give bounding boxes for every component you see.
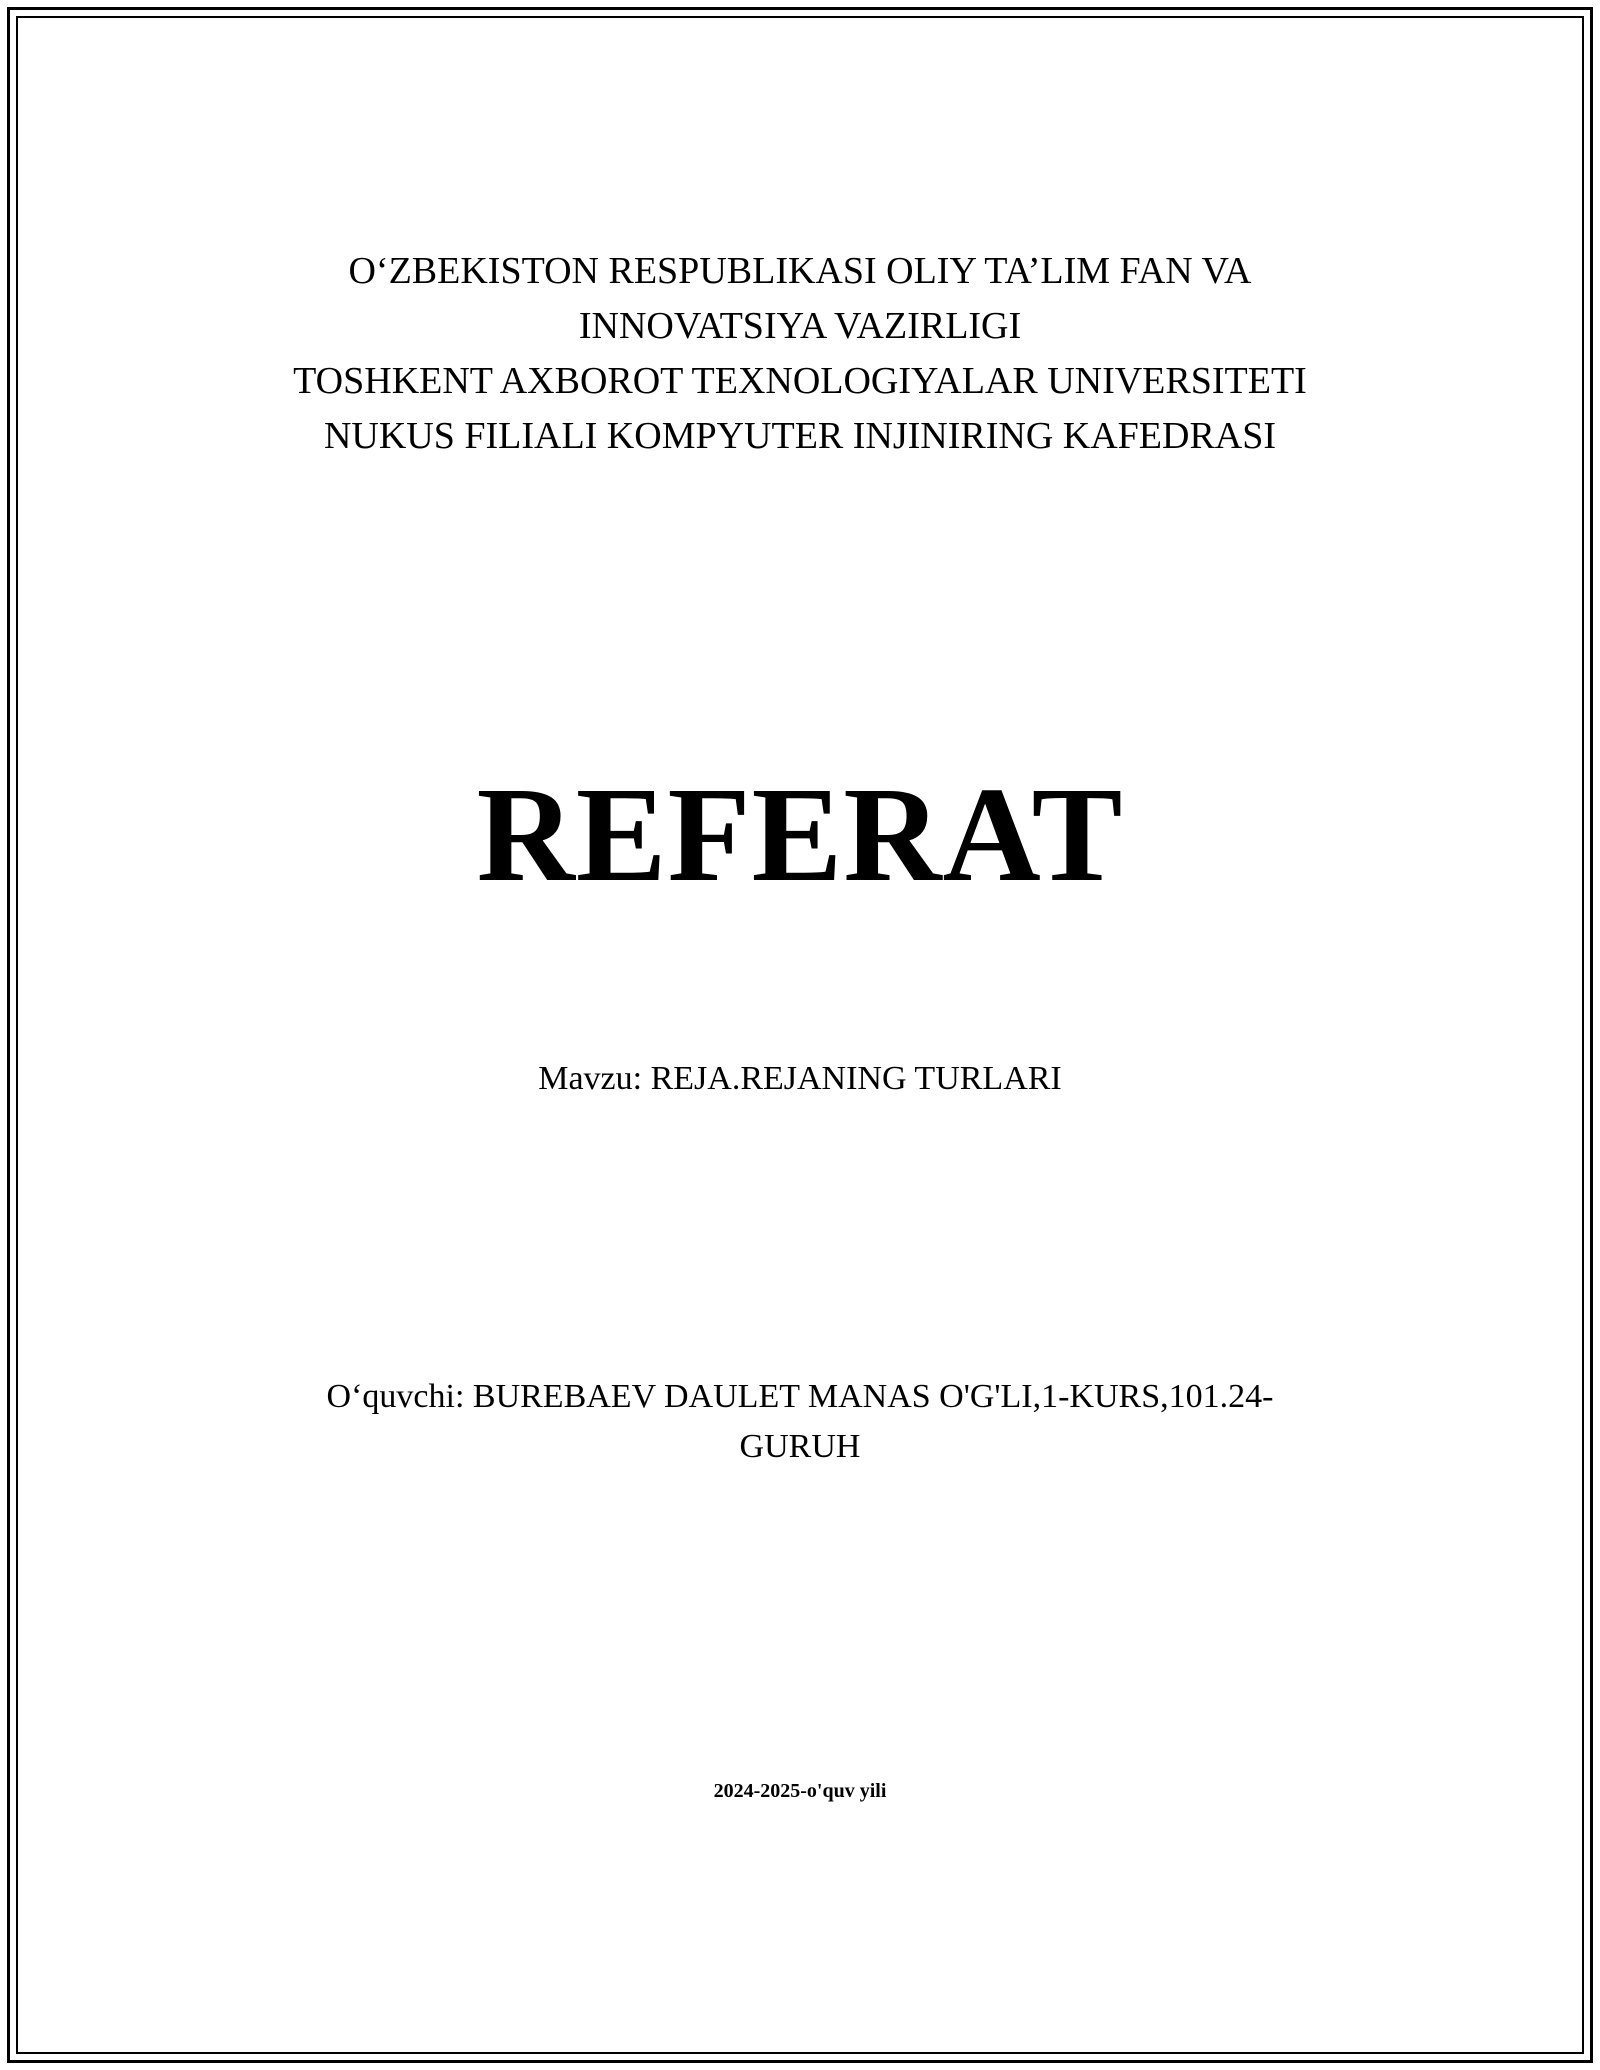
topic-line: Mavzu: REJA.REJANING TURLARI — [538, 1060, 1062, 1097]
header-line: TOSHKENT AXBOROT TEXNOLOGIYALAR UNIVERSITETI — [293, 360, 1307, 402]
institution-header — [0, 244, 1600, 464]
header-line: INNOVATSIYA VAZIRLIGI — [578, 305, 1022, 347]
student-line: O‘quvchi: BUREBAEV DAULET MANAS O'G'LI,1-KURS,101.24- — [326, 1378, 1274, 1415]
academic-year: 2024-2025-o'quv yili — [713, 1780, 887, 1802]
header-line: O‘ZBEKISTON RESPUBLIKASI OLIY TA’LIM FAN VA — [348, 250, 1252, 292]
student-info — [0, 1372, 1600, 1472]
document-title: REFERAT — [476, 760, 1124, 910]
student-line: GURUH — [739, 1428, 861, 1465]
header-line: NUKUS FILIALI KOMPYUTER INJINIRING KAFEDRASI — [323, 415, 1277, 457]
